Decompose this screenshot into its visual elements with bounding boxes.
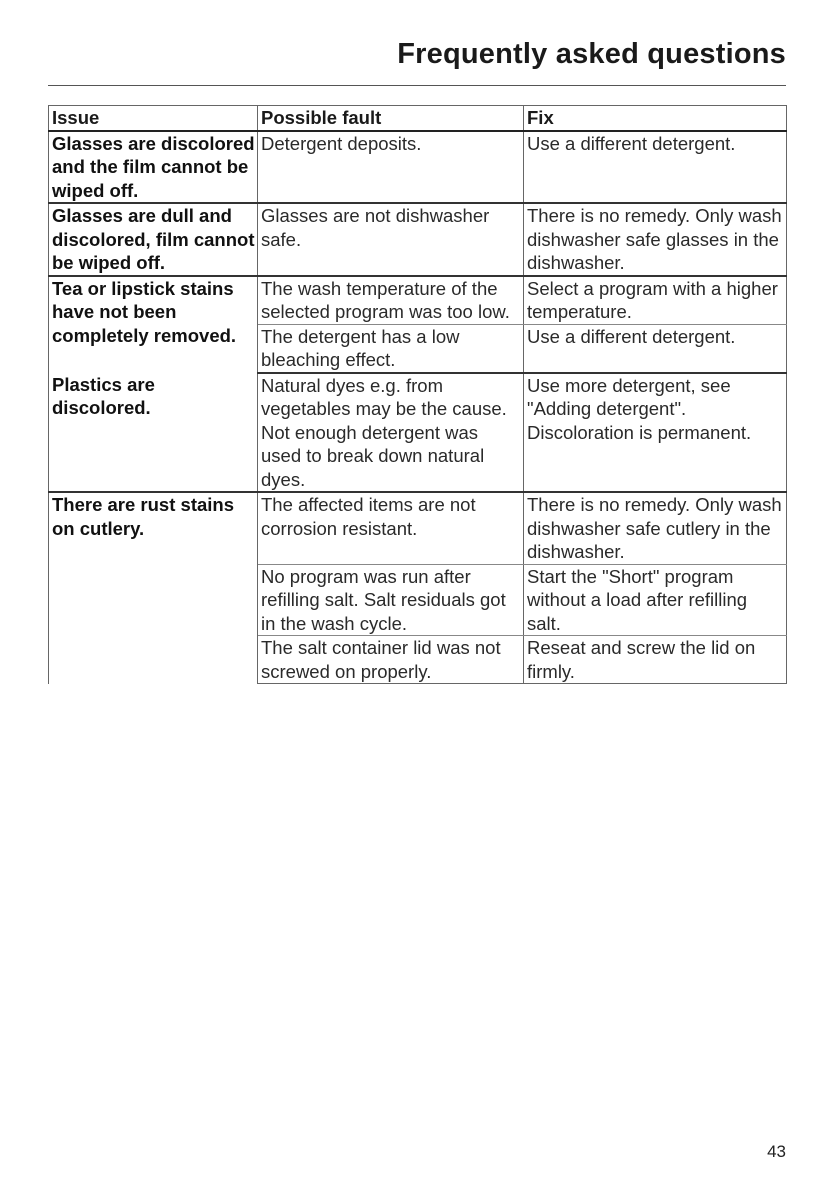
fix-cell: There is no remedy. Only wash dishwasher safe glasses in the dishwasher.: [524, 203, 787, 276]
fault-cell: Detergent deposits.: [258, 131, 524, 204]
page-title: Frequently asked questions: [397, 38, 786, 70]
table-row: [49, 373, 787, 493]
table-row: [49, 203, 787, 276]
issue-cell: Tea or lipstick stains have not been completely removed.: [49, 276, 258, 373]
fault-cell: No program was run after refilling salt. Salt residuals got in the wash cycle.: [258, 564, 524, 636]
table-row: [49, 276, 787, 325]
header-divider: [48, 85, 786, 86]
fix-cell: Use more detergent, see "Adding detergent". Discoloration is permanent.: [524, 373, 787, 493]
column-header-fix: Fix: [524, 106, 787, 131]
fault-cell: Glasses are not dishwasher safe.: [258, 203, 524, 276]
fault-cell: The salt container lid was not screwed on properly.: [258, 636, 524, 684]
fault-cell: The affected items are not corrosion resistant.: [258, 492, 524, 564]
issue-cell: There are rust stains on cutlery.: [49, 492, 258, 684]
fix-cell: Use a different detergent.: [524, 324, 787, 373]
table-row: [49, 131, 787, 204]
fix-cell: There is no remedy. Only wash dishwasher safe cutlery in the dishwasher.: [524, 492, 787, 564]
column-header-possible-fault: Possible fault: [258, 106, 524, 131]
fix-cell: Reseat and screw the lid on firmly.: [524, 636, 787, 684]
fix-cell: Use a different detergent.: [524, 131, 787, 204]
fault-cell: The detergent has a low bleaching effect.: [258, 324, 524, 373]
issue-cell: Plastics are discolored.: [49, 373, 258, 493]
faq-table: [48, 105, 787, 684]
issue-cell: Glasses are discolored and the film cannot be wiped off.: [49, 131, 258, 204]
issue-cell: Glasses are dull and discolored, film cannot be wiped off.: [49, 203, 258, 276]
fault-cell: The wash temperature of the selected program was too low.: [258, 276, 524, 325]
fix-cell: Select a program with a higher temperature.: [524, 276, 787, 325]
page-number: 43: [767, 1142, 786, 1161]
table-row: [49, 492, 787, 564]
fault-cell: Natural dyes e.g. from vegetables may be the cause. Not enough detergent was used to break down natural dyes.: [258, 373, 524, 493]
fix-cell: Start the "Short" program without a load after refilling salt.: [524, 564, 787, 636]
table-header-row: [49, 106, 787, 131]
column-header-issue: Issue: [49, 106, 258, 131]
